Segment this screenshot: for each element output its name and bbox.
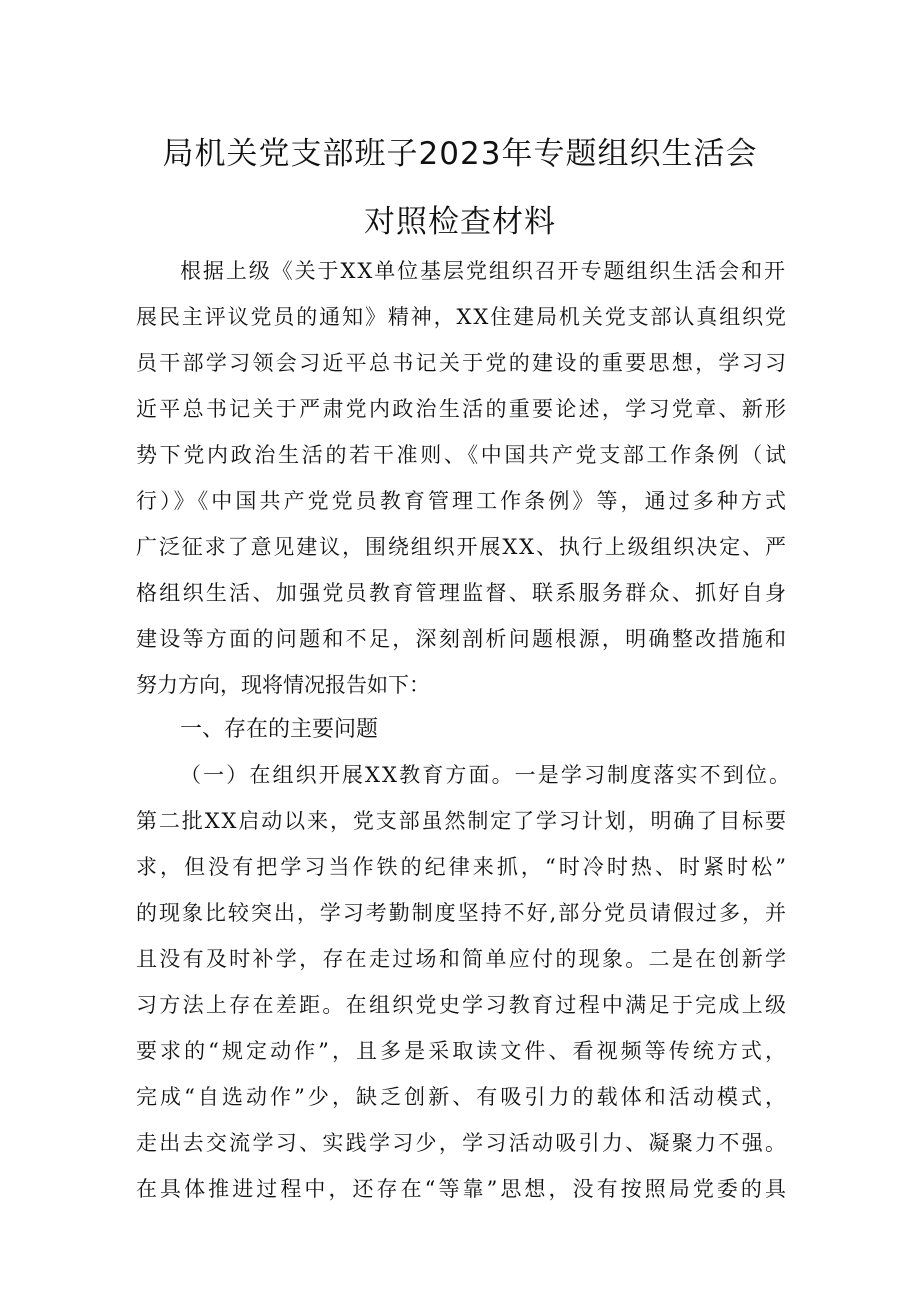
section-line: 要求的“规定动作”，且多是采取读文件、看视频等传统方式， [136, 1039, 790, 1063]
intro-line: 建设等方面的问题和不足，深刻剖析问题根源，明确整改措施和 [136, 627, 789, 651]
intro-line: 行）》《中国共产党党员教育管理工作条例》等，通过多种方式 [136, 489, 790, 513]
intro-line: 员干部学习领会习近平总书记关于党的建设的重要思想，学习习 [136, 351, 789, 375]
intro-line: 近平总书记关于严肃党内政治生活的重要论述，学习党章、新形 [136, 397, 789, 421]
intro-line: 根据上级《关于XX单位基层党组织召开专题组织生活会和开 [180, 259, 787, 283]
section-line: 习方法上存在差距。在组织党史学习教育过程中满足于完成上级 [136, 993, 789, 1017]
section-line: 求，但没有把学习当作铁的纪律来抓，“时冷时热、时紧时松” [136, 855, 790, 879]
section-heading: 一、存在的主要问题 [180, 717, 379, 742]
section-line: 第二批XX启动以来，党支部虽然制定了学习计划，明确了目标要 [136, 809, 788, 833]
section-line: 的现象比较突出，学习考勤制度坚持不好,部分党员请假过多，并 [136, 901, 788, 925]
section-line: 完成“自选动作”少，缺乏创新、有吸引力的载体和活动模式， [136, 1085, 790, 1109]
section-line: （一）在组织开展XX教育方面。一是学习制度落实不到位。 [180, 763, 793, 787]
section-line: 走出去交流学习、实践学习少，学习活动吸引力、凝聚力不强。 [136, 1131, 789, 1155]
intro-line: 势下党内政治生活的若干准则、《中国共产党支部工作条例（试 [136, 443, 789, 467]
intro-line: 格组织生活、加强党员教育管理监督、联系服务群众、抓好自身 [136, 581, 789, 605]
section-line: 在具体推进过程中，还存在“等靠”思想，没有按照局党委的具 [136, 1177, 790, 1201]
document-title-line-1: 局机关党支部班子2023年专题组织生活会 [162, 136, 758, 172]
intro-line: 努力方向，现将情况报告如下： [136, 673, 430, 697]
section-line: 且没有及时补学，存在走过场和简单应付的现象。二是在创新学 [136, 947, 789, 971]
intro-line: 广泛征求了意见建议，围绕组织开展XX、执行上级组织决定、严 [136, 535, 788, 559]
document-title-line-2: 对照检查材料 [364, 204, 556, 240]
intro-line: 展民主评议党员的通知》精神，XX住建局机关党支部认真组织党 [136, 305, 788, 329]
